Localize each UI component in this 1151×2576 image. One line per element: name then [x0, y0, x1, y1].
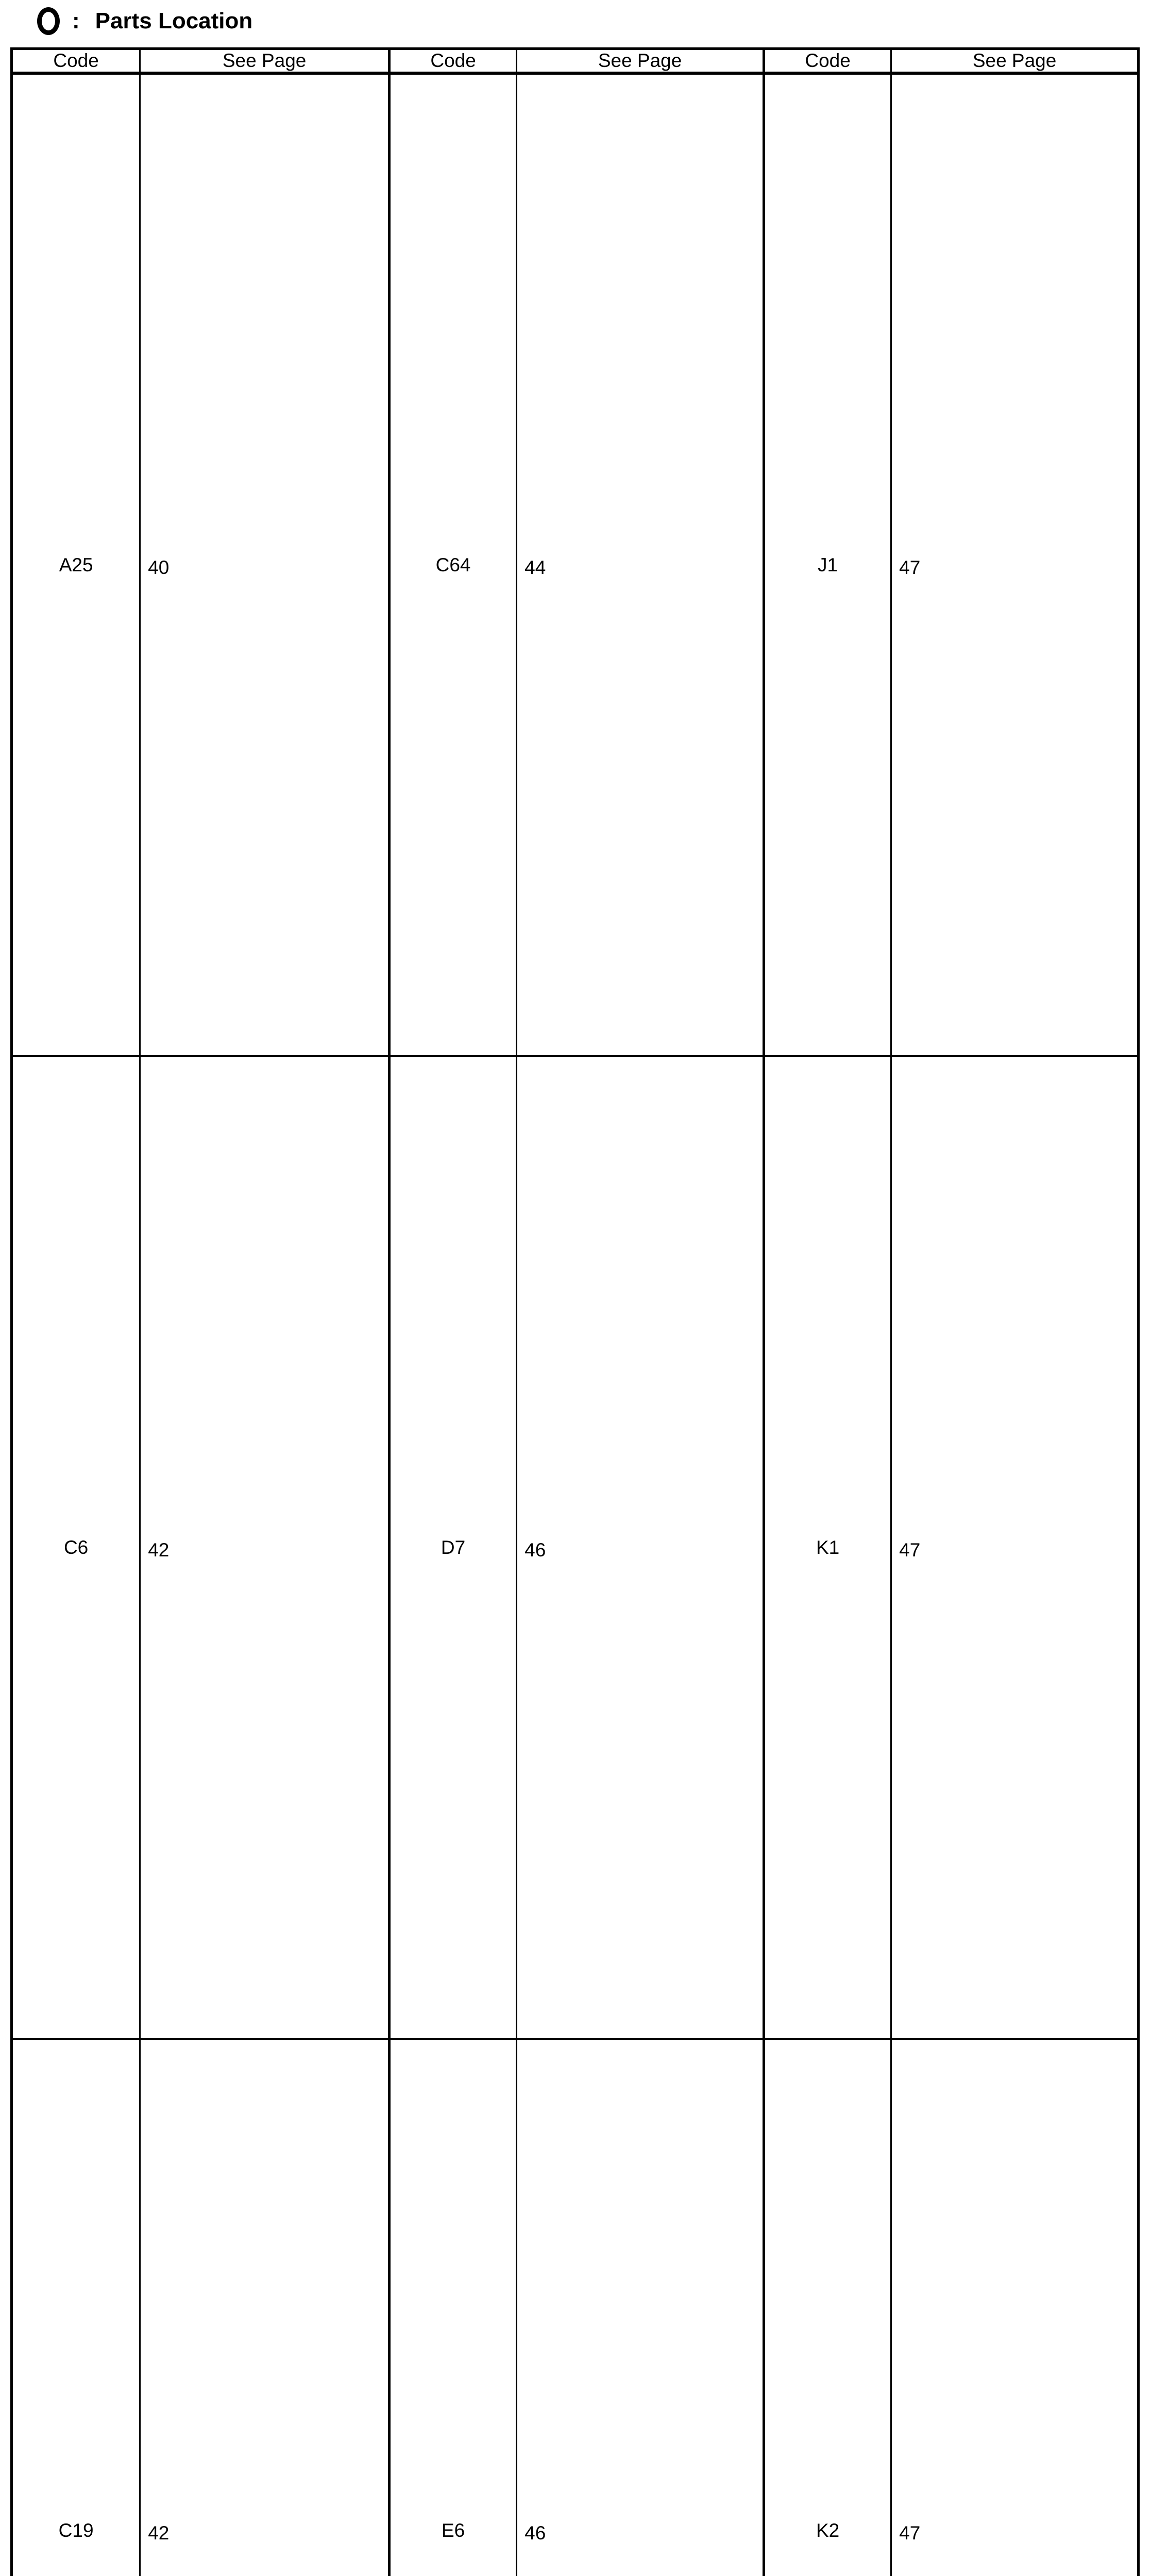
see-page-cell: 46: [517, 2039, 764, 2576]
table-header-row: [390, 49, 764, 74]
code-cell: K2: [764, 2039, 891, 2576]
table-header-row: [764, 49, 1139, 74]
see-page-cell: 40: [140, 73, 390, 1056]
parts-table-group-2: [388, 47, 765, 2576]
table-row: [12, 2039, 390, 2576]
table-row: [12, 73, 390, 1056]
see-page-cell: 47: [891, 2039, 1139, 2576]
code-header: Code: [764, 49, 891, 74]
code-cell: E6: [390, 2039, 517, 2576]
code-cell: C64: [390, 73, 517, 1056]
code-cell: A25: [12, 73, 140, 1056]
code-cell: C19: [12, 2039, 140, 2576]
see-page-cell: 47: [891, 1056, 1139, 2039]
code-cell: J1: [764, 73, 891, 1056]
parts-location-circle-icon: [37, 7, 60, 35]
table-row: [12, 1056, 390, 2039]
code-cell: K1: [764, 1056, 891, 2039]
section-title-parts-location: [10, 7, 1141, 35]
see-page-cell: 42: [140, 2039, 390, 2576]
see-page-cell: 47: [891, 73, 1139, 1056]
code-header: Code: [390, 49, 517, 74]
section-label: Parts Location: [95, 8, 253, 33]
table-row: [390, 1056, 764, 2039]
code-cell: D7: [390, 1056, 517, 2039]
see-page-header: See Page: [140, 49, 390, 74]
see-page-header: See Page: [517, 49, 764, 74]
table-row: [764, 2039, 1139, 2576]
see-page-header: See Page: [891, 49, 1139, 74]
see-page-cell: 44: [517, 73, 764, 1056]
code-cell: C6: [12, 1056, 140, 2039]
parts-table-group-1: [10, 47, 391, 2576]
colon-separator: :: [72, 8, 80, 33]
table-row: [764, 73, 1139, 1056]
code-header: Code: [12, 49, 140, 74]
see-page-cell: 42: [140, 1056, 390, 2039]
table-row: [390, 2039, 764, 2576]
see-page-cell: 46: [517, 1056, 764, 2039]
table-row: [390, 73, 764, 1056]
parts-location-table: [10, 47, 1140, 2576]
table-row: [764, 1056, 1139, 2039]
table-header-row: [12, 49, 390, 74]
parts-table-group-3: [763, 47, 1140, 2576]
icon-slot: [10, 7, 72, 35]
